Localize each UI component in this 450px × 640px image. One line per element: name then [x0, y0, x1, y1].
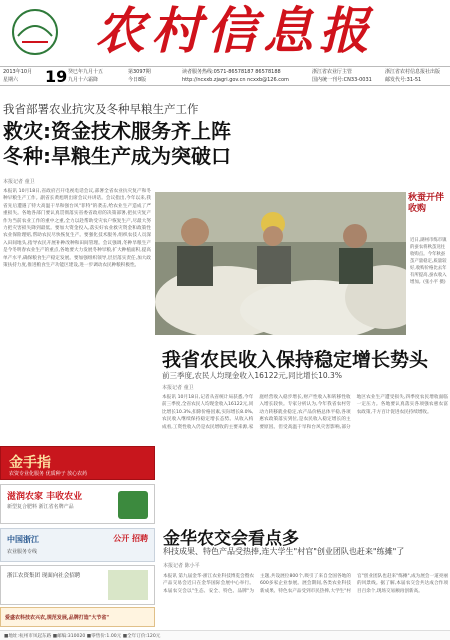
- ad-fertilizer[interactable]: [0, 484, 155, 524]
- ad2-title: 滋润农家 丰收农业: [7, 492, 83, 502]
- weekday: 星期六: [3, 77, 19, 83]
- website-link[interactable]: http://ncxxb.zjagri.gov.cn ncxxb@126.com: [182, 77, 289, 83]
- story2-byline: 本报记者 童卫: [162, 385, 194, 391]
- info-bar: [0, 66, 450, 86]
- ad1-text: 农资专业化服务 优质种子 放心农药: [9, 471, 88, 477]
- masthead-title: 农村信息报: [95, 1, 375, 60]
- story3-subhead: 科技成果、特色产品受热捧,连大学生"村官"创业团队也赶来"练摊"了: [163, 547, 405, 556]
- footer-strip: [0, 630, 450, 640]
- masthead: [0, 0, 450, 62]
- ad1-title: 金手指: [9, 455, 51, 471]
- lead-kicker: 我省部署农业抗灾及冬种早粮生产工作: [3, 102, 199, 116]
- publisher-1: 浙江省农村信息报社出版: [385, 69, 441, 75]
- ad5-slogan: 爱盛农科技农兴农,规范发展,品牌打造"大节省": [5, 615, 110, 621]
- sponsor-1: 浙江省农业厅主管: [312, 69, 353, 75]
- date-day: 19: [45, 67, 68, 86]
- lunar-date-1: 癸巳年九月十五: [68, 69, 104, 75]
- ad4-title: 公开 招聘: [113, 534, 148, 543]
- sponsor-2: 国内统一刊号:CN33-0031: [312, 77, 372, 83]
- page-count: 今日8版: [128, 77, 147, 83]
- news-photo: [155, 192, 406, 335]
- ad2-text: 新型复合肥料 浙江省名牌产品: [7, 504, 74, 510]
- publisher-2: 邮发代号:31-51: [385, 77, 422, 83]
- ad-recruitment[interactable]: [0, 565, 155, 605]
- ad-slogan[interactable]: [0, 607, 155, 627]
- lead-byline: 本报记者 童卫: [3, 179, 35, 185]
- ad3-title: 中国浙江: [7, 535, 39, 544]
- photo-caption: 近日,湖州市练市镇的蚕农将秋茧送往收购点。今年秋蚕茧产量稳定,质量较好,收购价格比去年有所提高,蚕农收入增加。(张小平 摄): [410, 238, 447, 285]
- ad5-text: 浙江农资集团 现面向社会招聘: [7, 573, 81, 579]
- fertilizer-bag-icon: [118, 491, 148, 519]
- story3-body: 本报讯 第九届金华·浙江农业科技博览会暨农产品交易会近日在金华国际会展中心举行。本届农交会以"生态、安全、特色、品牌"为主题,共设展位800个,吸引了来自全国各地的600多家企业参展。展会期间,各类农业科技新成果、特色农产品受到市民热捧,大学生"村官"创业团队也赶来"练摊",成为展会一道亮丽的风景线。据了解,本届农交会共达成合作项目百余个,现场交易额再创新高。: [163, 574, 448, 594]
- story2-subhead: 前三季度,农民人均现金收入16122元,同比增长10.3%: [162, 371, 342, 380]
- issue-number: 第3097期: [128, 69, 151, 75]
- story2-headline[interactable]: 我省农民收入保持稳定增长势头: [162, 349, 429, 371]
- story3-headline[interactable]: 金华农交会看点多: [163, 529, 299, 549]
- ad-jinshouzhi[interactable]: [0, 446, 155, 480]
- story3-byline: 本报记者 陈小平: [163, 563, 200, 569]
- lunar-date-2: 九月十六霜降: [68, 77, 99, 83]
- ad-service-line[interactable]: [0, 528, 155, 562]
- masthead-logo-icon: [6, 6, 64, 58]
- building-photo-icon: [108, 570, 148, 600]
- ad3-text: 农业服务专线: [7, 549, 38, 555]
- cocoon-photo-image: [155, 192, 406, 335]
- photo-caption-title: 秋蚕开伴收购: [408, 193, 445, 214]
- date-prefix: 2013年10月: [3, 69, 33, 75]
- reader-hotline: 读者服务热线:0571-86578187 86578188: [182, 69, 281, 75]
- lead-headline-2[interactable]: 冬种:旱粮生产成为突破口: [3, 144, 231, 168]
- footer-text: ■地址:杭州市凤起东路 ■邮编:310020 ■零售价:1.00元 ■全年订价:120元: [4, 634, 161, 639]
- lead-headline-1[interactable]: 救灾:资金技术服务齐上阵: [3, 119, 231, 143]
- story2-body: 本报讯 10月18日,记者从省统计局获悉,今年前三季度,全省农民人均现金收入16122元,同比增长10.3%,扣除价格因素,实际增长8.0%,农民收入继续保持稳定增长态势。从收入构成看,工资性收入仍是农民增收的主要来源,家庭经营收入稳步增长,财产性收入和转移性收入增长较快。专家分析认为,今年我省农村劳动力转移就业稳定,农产品价格总体平稳,各项惠农政策落实到位,是农民收入稳定增长的主要原因。但受高温干旱和台风灾害影响,部分地区农业生产遭受损失,四季度农民增收面临一定压力。各地要认真落实各项强农惠农富农政策,千方百计促进农民持续增收。: [162, 395, 448, 430]
- lead-body-left: 本报讯 10月18日,省政府召开电视电话会议,部署全省农业抗灾复产和冬种早粮生产工作。副省长黄旭明出席会议并讲话。会议指出,今年以来,我省先后遭遇了特大高温干旱和强台风"菲特"的袭击,给农业生产造成了严重损失。各地各部门要认真贯彻落实省委省政府的决策部署,把抗灾复产作为当前农业工作的重中之重,全力以赴帮助受灾农户恢复生产,尽最大努力把灾害损失降到最低。要加大资金投入,落实好农业救灾资金和政策性农业保险理赔,帮助农民尽快恢复生产。要强化技术服务,组织农技人员深入田间地头,指导农民开展补种改种和田间管理。会议强调,冬种旱粮生产是今冬明春农业生产的重点,各地要大力发展冬种旱粮,扩大种植面积,提高单产水平,确保粮食生产稳定发展。要加强组织领导,层层落实责任,加大政策扶持力度,推进粮食生产功能区建设,进一步调动农民种粮积极性。: [3, 189, 151, 269]
